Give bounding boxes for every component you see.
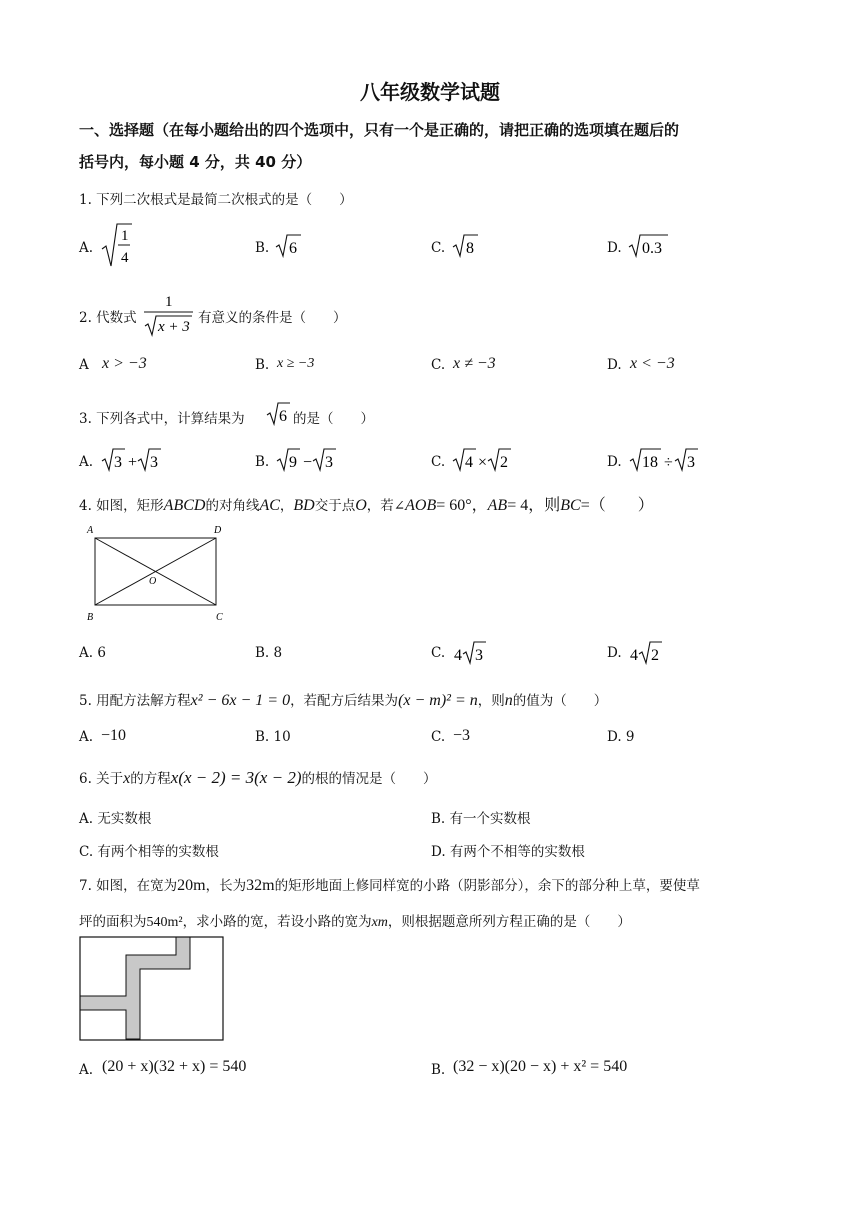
q2-prefix: 2. 代数式	[79, 310, 137, 326]
q5-option-c-value: −3	[453, 727, 471, 744]
q4-option-c-label: C.	[431, 645, 446, 661]
q3-option-d-label: D.	[607, 454, 622, 470]
q7-option-a-label: A.	[79, 1062, 94, 1078]
q3-option-c-expr	[452, 447, 518, 473]
q3-sqrt-6	[266, 401, 292, 427]
q1-option-c-sqrt	[452, 233, 482, 259]
section-heading-line1: 一、选择题（在每小题给出的四个选项中，只有一个是正确的，请把正确的选项填在题后的	[79, 121, 680, 139]
q1-option-a-label: A.	[79, 240, 94, 256]
q1-option-d-sqrt	[628, 233, 672, 259]
svg-text:4: 4	[454, 647, 462, 664]
svg-text:3: 3	[475, 647, 483, 664]
q3-option-b-label: B.	[255, 454, 270, 470]
svg-text:3: 3	[150, 454, 158, 471]
q1-option-a-sqrt-fraction	[100, 222, 134, 272]
q4-abcd: ABCD	[163, 497, 206, 514]
q7-stem-line1: 7. 如图，在宽为20m，长为32m的矩形地面上修同样宽的小路（阴影部分），余下的部分种上草，要使草	[79, 877, 700, 894]
q3-prefix: 3. 下列各式中，计算结果为	[79, 411, 245, 427]
q3-option-a-label: A.	[79, 454, 94, 470]
svg-text:8: 8	[466, 240, 474, 257]
q7-stem-line2: 坪的面积为540m²，求小路的宽，若设小路的宽为xm，则根据题意所列方程正确的是（ ）	[79, 914, 631, 930]
section-heading-line2: 括号内，每小题 4 分，共 40 分）	[79, 153, 312, 171]
q6-equation: x(x − 2) = 3(x − 2)	[170, 768, 302, 787]
fig-label-d: D	[214, 525, 222, 536]
q2-option-d-value: x < −3	[630, 355, 675, 372]
q6-stem: 6. 关于x的方程x(x − 2) = 3(x − 2)的根的情况是（ ）	[79, 768, 437, 787]
q3-suffix: 的是（ ）	[293, 411, 374, 427]
q4-option-d-expr	[629, 640, 665, 666]
q5-option-a-value: −10	[101, 727, 127, 744]
q5-option-a-label: A.	[79, 729, 94, 745]
q5-option-d: D. 9	[607, 729, 635, 745]
svg-text:2: 2	[651, 647, 659, 664]
svg-text:+: +	[128, 454, 138, 471]
q4-option-a: A. 6	[79, 645, 106, 661]
q2-option-a-value: x > −3	[102, 355, 147, 372]
q7-option-b-equation: (32 − x)(20 − x) + x² = 540	[453, 1058, 628, 1075]
fig-label-c: C	[216, 612, 223, 623]
q3-option-b-expr	[276, 447, 342, 473]
svg-text:6: 6	[289, 240, 297, 257]
q7-path-figure	[79, 936, 225, 1044]
q2-option-b-label: B.	[255, 357, 270, 373]
q7-option-a-equation: (20 + x)(32 + x) = 540	[102, 1058, 247, 1075]
svg-text:9: 9	[289, 454, 297, 471]
svg-text:4: 4	[630, 647, 638, 664]
svg-text:÷: ÷	[664, 454, 673, 471]
svg-text:3: 3	[114, 454, 122, 471]
q3-option-a-expr	[101, 447, 167, 473]
q4-option-b: B. 8	[255, 645, 283, 661]
q2-option-c-label: C.	[431, 357, 446, 373]
q2-suffix: 有意义的条件是（ ）	[198, 310, 347, 326]
fig-label-o: O	[149, 576, 157, 587]
q5-stem: 5. 用配方法解方程x² − 6x − 1 = 0，若配方后结果为(x − m)² = n，则n的值为（ ）	[79, 692, 608, 709]
svg-text:6: 6	[279, 408, 287, 425]
q5-option-b: B. 10	[255, 729, 291, 745]
q6-option-b: B. 有一个实数根	[431, 811, 531, 827]
q1-option-b-label: B.	[255, 240, 270, 256]
svg-text:0.3: 0.3	[642, 240, 662, 257]
q3-option-c-label: C.	[431, 454, 446, 470]
q1-a-numerator: 1	[121, 228, 129, 244]
svg-text:×: ×	[478, 454, 488, 471]
svg-text:4: 4	[465, 454, 473, 471]
q1-option-d-label: D.	[607, 240, 622, 256]
svg-text:x + 3: x + 3	[158, 319, 190, 335]
q5-option-c-label: C.	[431, 729, 446, 745]
q5-completed-square: (x − m)² = n	[398, 692, 478, 709]
svg-text:1: 1	[165, 294, 173, 310]
q4-stem: 4. 如图，矩形ABCD的对角线AC，BD交于点O，若∠AOB= 60°，AB= 4，则BC=（ ）	[79, 497, 654, 514]
q2-fraction	[143, 290, 195, 338]
fig-label-b: B	[87, 612, 94, 623]
svg-text:3: 3	[325, 454, 333, 471]
q7-option-b-label: B.	[431, 1062, 446, 1078]
svg-text:3: 3	[687, 454, 695, 471]
q1-option-c-label: C.	[431, 240, 446, 256]
q5-equation: x² − 6x − 1 = 0	[190, 692, 291, 709]
page-title: 八年级数学试题	[360, 80, 500, 104]
q1-a-denominator: 4	[121, 250, 129, 266]
q1-stem: 1. 下列二次根式是最简二次根式的是（ ）	[79, 192, 353, 208]
q6-option-d: D. 有两个不相等的实数根	[431, 844, 585, 860]
q1-option-b-sqrt	[275, 233, 305, 259]
q2-option-d-label: D.	[607, 357, 622, 373]
q3-option-d-expr	[629, 447, 705, 473]
fig-label-a: A	[87, 525, 94, 536]
q2-option-c-value: x ≠ −3	[453, 355, 496, 372]
svg-text:−: −	[303, 454, 313, 471]
svg-text:18: 18	[642, 454, 658, 471]
q4-rectangle-figure	[84, 522, 234, 626]
q4-option-d-label: D.	[607, 645, 622, 661]
q4-option-c-expr	[453, 640, 489, 666]
q2-option-a-label: A	[79, 357, 89, 373]
svg-text:2: 2	[500, 454, 508, 471]
q6-option-a: A. 无实数根	[79, 811, 152, 827]
q6-option-c: C. 有两个相等的实数根	[79, 844, 219, 860]
q2-option-b-value: x ≥ −3	[277, 356, 315, 371]
